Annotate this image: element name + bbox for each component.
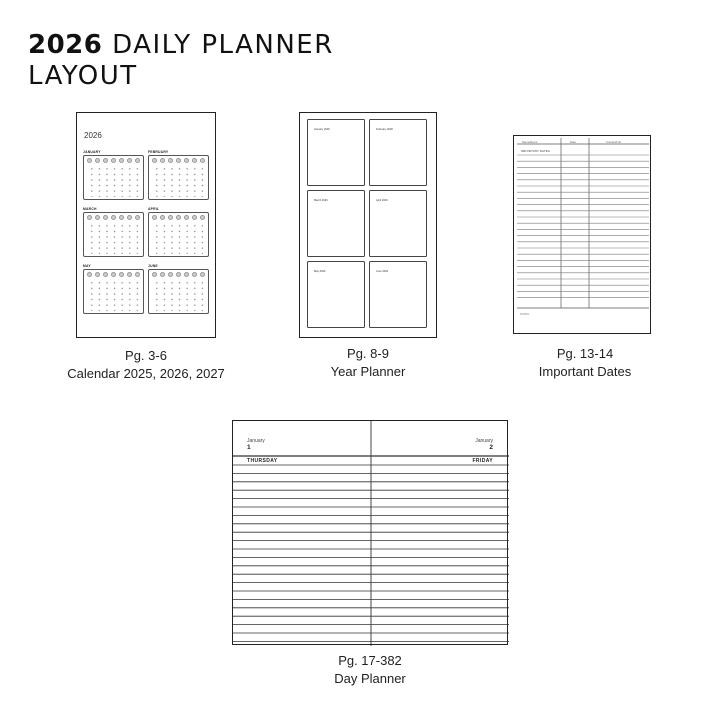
calendar-month-grid [83, 269, 144, 314]
title-line1: DAILY PLANNER [112, 30, 334, 60]
important-dates-page-preview [513, 135, 651, 334]
day-planner-left-month: January [247, 438, 265, 444]
calendar-month-name: JANUARY [83, 150, 101, 154]
day-planner-page-preview [232, 420, 508, 645]
year-planner-month-box [307, 190, 365, 257]
calendar-month-block [83, 207, 144, 257]
calendar-month-block [83, 150, 144, 200]
calendar-month-block [83, 264, 144, 314]
calendar-year: 2026 [84, 131, 102, 140]
day-planner-caption [270, 652, 470, 688]
calendar-caption-label: Calendar 2025, 2026, 2027 [67, 366, 225, 381]
year-planner-month-label: April 2026 [376, 199, 388, 202]
day-planner-left-day: 1 [247, 444, 251, 451]
important-dates-first-entry: IMPORTANT DATES [521, 149, 551, 153]
year-planner-month-box [369, 261, 427, 328]
calendar-month-grid [148, 155, 209, 200]
calendar-month-name: JUNE [148, 264, 158, 268]
day-planner-caption-label: Day Planner [334, 671, 406, 686]
year-planner-caption [268, 345, 468, 381]
calendar-page-preview [76, 112, 216, 338]
year-planner-month-label: March 2026 [314, 199, 328, 202]
calendar-month-block [148, 264, 209, 314]
calendar-caption [46, 347, 246, 383]
important-dates-caption-label: Important Dates [538, 364, 632, 379]
year-planner-month-box [307, 119, 365, 186]
year-planner-caption-label: Year Planner [330, 364, 406, 379]
year-planner-month-box [369, 190, 427, 257]
year-planner-caption-pages: Pg. 8-9 [347, 346, 389, 361]
important-dates-column-header: Name/Event [522, 140, 538, 144]
year-planner-month-box [307, 261, 365, 328]
day-planner-right-month: January [475, 438, 493, 444]
year-planner-page-preview [299, 112, 437, 338]
year-planner-month-label: June 2026 [376, 270, 389, 273]
calendar-month-block [148, 150, 209, 200]
title-year: 2026 [28, 30, 103, 60]
important-dates-caption [485, 345, 685, 381]
calendar-month-grid [148, 269, 209, 314]
calendar-month-block [148, 207, 209, 257]
important-dates-column-header: Contact/Info [606, 140, 622, 144]
calendar-month-grid [83, 212, 144, 257]
day-planner-left-weekday: THURSDAY [247, 458, 278, 464]
year-planner-month-label: May 2026 [314, 270, 326, 273]
calendar-month-name: MARCH [83, 207, 97, 211]
important-dates-rules [514, 136, 652, 335]
year-planner-month-label: February 2026 [376, 128, 393, 131]
calendar-month-grid [83, 155, 144, 200]
year-planner-month-box [369, 119, 427, 186]
calendar-caption-pages: Pg. 3-6 [125, 348, 167, 363]
year-planner-month-label: January 2026 [314, 128, 330, 131]
day-planner-right-weekday: FRIDAY [472, 458, 493, 464]
calendar-month-name: FEBRUARY [148, 150, 169, 154]
day-planner-rules [233, 421, 509, 646]
title-line2: LAYOUT [28, 61, 138, 91]
calendar-month-grid [148, 212, 209, 257]
day-planner-right-day: 2 [489, 444, 493, 451]
page-title [28, 30, 334, 92]
calendar-month-name: APRIL [148, 207, 160, 211]
calendar-month-name: MAY [83, 264, 91, 268]
important-dates-notes-label: NOTES [520, 313, 529, 316]
important-dates-caption-pages: Pg. 13-14 [556, 346, 614, 361]
day-planner-caption-pages: Pg. 17-382 [338, 653, 402, 668]
important-dates-column-header: Date [570, 140, 576, 144]
